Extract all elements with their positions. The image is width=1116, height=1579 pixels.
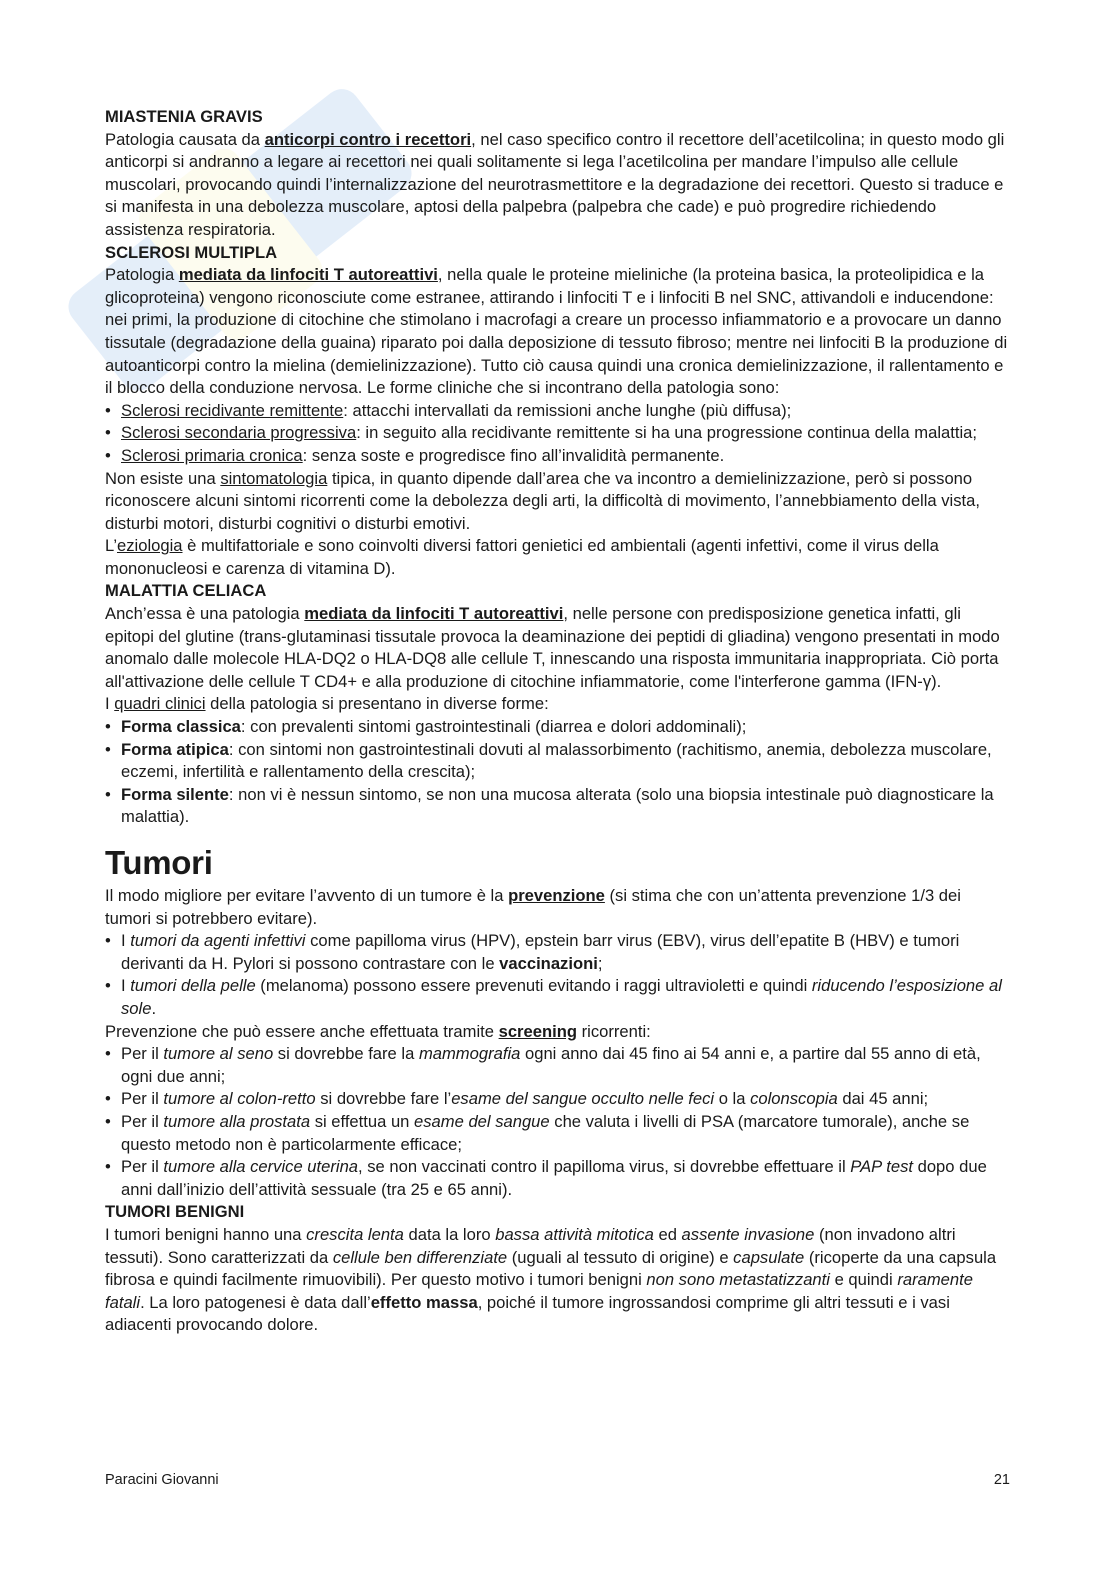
list-item: • Sclerosi primaria cronica: senza soste e progredisce fino all’invalidità permanente. (105, 445, 1010, 468)
section-title-sclerosi: SCLEROSI MULTIPLA (105, 242, 278, 262)
document-page (105, 106, 1010, 1337)
page-number: 21 (993, 1472, 1010, 1488)
sclerosi-paragraph: Patologia mediata da linfociti T autoreattivi, nella quale le proteine mieliniche (la proteina basica, la proteolipidica e la glicoproteina) vengono riconosciute come estranee, attirando i linfociti T e i linfociti B nel SNC, attivandoli e inducendone: nei primi, la produzione di citochine che stimolano i macrofagi a creare un processo infiammatorio e a provocare un danno tissutale (degradazione della guaina) riparato poi dalla deposizione di tessuto fibroso; mentre nei linfociti B la produzione di autoanticorpi contro la mielina (demielinizzazione). Tutto ciò causa quindi una cronica demielinizzazione, il rallentamento e il blocco della conduzione nervosa. Le forme cliniche che si incontrano della patologia sono: (105, 265, 1008, 398)
highlight-linfociti-sclerosi: mediata da linfociti T autoreattivi (178, 265, 438, 285)
list-item: • Sclerosi secondaria progressiva: in seguito alla recidivante remittente si ha una progressione continua della malattia; (105, 422, 1010, 445)
list-item: • Per il tumore alla prostata si effettua un esame del sangue che valuta i livelli di PSA (marcatore tumorale), anche se questo metodo non è particolarmente efficace; (105, 1111, 1010, 1156)
benigni-paragraph: I tumori benigni hanno una crescita lenta data la loro bassa attività mitotica ed assente invasione (non invadono altri tessuti). Sono caratterizzati da cellule ben differenziate (uguali al tessuto di origine) e capsulate (ricoperte da una capsula fibrosa e quindi facilmente rimuovibili). Per questo motivo i tumori benigni non sono metastatizzanti e quindi raramente fatali. La loro patogenesi è data dall’effetto massa, poiché il tumore ingrossandosi comprime gli altri tessuti e i vasi adiacenti provocando dolore. (105, 1224, 997, 1335)
tumori-prevention-list (105, 930, 1010, 1020)
list-item: • Per il tumore al colon-retto si dovrebbe fare l’esame del sangue occulto nelle feci o la colonscopia dai 45 anni; (105, 1088, 1010, 1111)
tumori-intro: Il modo migliore per evitare l’avvento di un tumore è la prevenzione (si stima che con un’attenta prevenzione 1/3 dei tumori si potrebbero evitare). (105, 886, 961, 928)
list-item: • I tumori da agenti infettivi come papilloma virus (HPV), epstein barr virus (EBV), virus dell’epatite B (HBV) e tumori derivanti da H. Pylori si possono contrastare con le vaccinazioni; (105, 930, 1010, 975)
section-title-benigni: TUMORI BENIGNI (105, 1202, 245, 1222)
list-item: • Forma classica: con prevalenti sintomi gastrointestinali (diarrea e dolori addominali); (105, 716, 1010, 739)
page-footer (105, 1472, 1010, 1488)
footer-author: Paracini Giovanni (105, 1472, 219, 1488)
section-title-miastenia: MIASTENIA GRAVIS (105, 107, 263, 126)
sclerosi-eziologia: L’eziologia è multifattoriale e sono coinvolti diversi fattori genietici ed ambientali (agenti infettivi, come il virus della mononucleosi e carenza di vitamina D). (105, 536, 939, 578)
list-item: • Per il tumore al seno si dovrebbe fare la mammografia ogni anno dai 45 fino ai 54 anni e, a partire dal 55 anno di età, ogni due anni; (105, 1043, 1010, 1088)
list-item: • Sclerosi recidivante remittente: attacchi intervallati da remissioni anche lunghe (più diffusa); (105, 400, 1010, 423)
sclerosi-forms-list (105, 400, 1010, 468)
list-item: • Per il tumore alla cervice uterina, se non vaccinati contro il papilloma virus, si dovrebbe effettuare il PAP test dopo due anni dall’inizio dell’attività sessuale (tra 25 e 65 anni). (105, 1156, 1010, 1201)
tumori-screening-intro: Prevenzione che può essere anche effettuata tramite screening ricorrenti: (105, 1021, 651, 1041)
celiaca-quadri: I quadri clinici della patologia si presentano in diverse forme: (105, 694, 549, 714)
sclerosi-sintomatologia: Non esiste una sintomatologia tipica, in quanto dipende dall’area che va incontro a demielinizzazione, però si possono riconoscere alcuni sintomi ricorrenti come la debolezza degli arti, la difficoltà di movimento, l’annebbiamento della vista, disturbi motori, disturbi cognitivi o disturbi emotivi. (105, 468, 980, 533)
heading-tumori: Tumori (105, 844, 213, 881)
tumori-screening-list (105, 1043, 1010, 1201)
list-item: • I tumori della pelle (melanoma) possono essere prevenuti evitando i raggi ultravioletti e quindi riducendo l’esposizione al sole. (105, 975, 1010, 1020)
highlight-linfociti-celiaca: mediata da linfociti T autoreattivi (304, 604, 564, 624)
list-item: • Forma silente: non vi è nessun sintomo, se non una mucosa alterata (solo una biopsia intestinale può diagnosticare la malattia). (105, 784, 1010, 829)
celiaca-paragraph: Anch’essa è una patologia mediata da linfociti T autoreattivi, nelle persone con predisposizione genetica infatti, gli epitopi del glutine (trans-glutaminasi tissutale provoca la deaminazione dei peptidi di gliadina) vengono presentati in modo anomalo dalle molecole HLA-DQ2 o HLA-DQ8 alle cellule T, innescando una risposta immunitaria inappropriata. Ciò porta all'attivazione delle cellule T CD4+ e alla produzione di citochine infiammatorie, come l'interferone gamma (IFN-γ). (105, 604, 1000, 691)
miastenia-paragraph: Patologia causata da anticorpi contro i recettori, nel caso specifico contro il recettore dell’acetilcolina; in questo modo gli anticorpi si andranno a legare ai recettori nei quali solitamente si lega l’acetilcolina per mandare l’impulso alle cellule muscolari, provocando quindi l’internalizzazione del neurotrasmettitore e la degradazione dei recettori. Questo si traduce e si manifesta in una debolezza muscolare, aptosi della palpebra (palpebra che cade) e può progredire richiedendo assistenza respiratoria. (105, 129, 1005, 239)
highlight-anticorpi: anticorpi contro i recettori (264, 129, 472, 149)
section-title-celiaca: MALATTIA CELIACA (105, 581, 267, 601)
list-item: • Forma atipica: con sintomi non gastrointestinali dovuti al malassorbimento (rachitismo, anemia, debolezza muscolare, eczemi, infertilità e rallentamento della crescita); (105, 739, 1010, 784)
celiaca-forms-list (105, 716, 1010, 829)
